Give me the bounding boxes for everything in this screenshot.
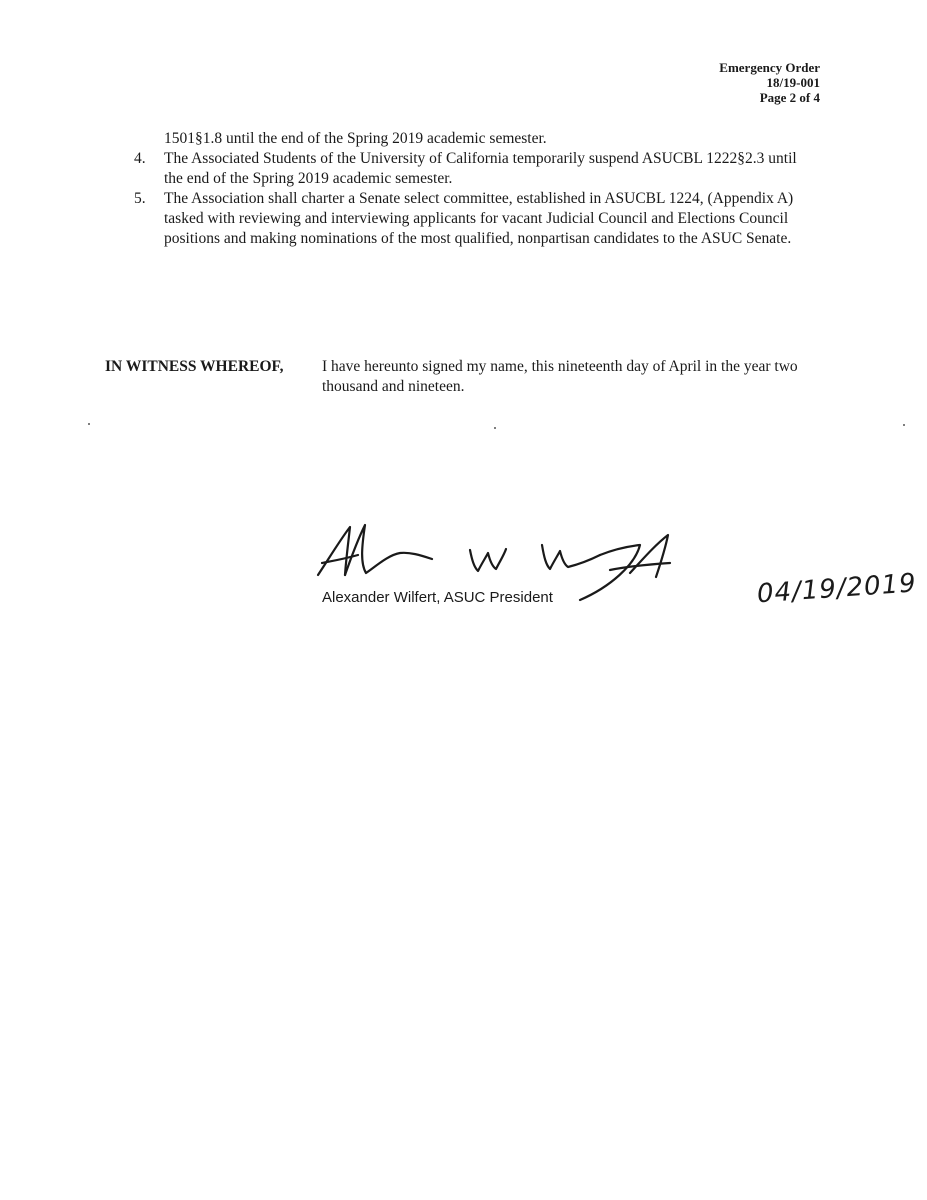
- order-body: [134, 129, 814, 249]
- list-item: [134, 189, 814, 249]
- handwritten-date: [755, 555, 927, 625]
- svg-text:04/19/2019: 04/19/2019: [756, 568, 918, 610]
- document-number: 18/19-001: [766, 75, 820, 90]
- list-item: [134, 149, 814, 189]
- item-number: 4.: [134, 150, 146, 167]
- item-number: 5.: [134, 190, 146, 207]
- witness-statement: I have hereunto signed my name, this nineteenth day of April in the year two thousand and nineteen.: [322, 358, 798, 395]
- scan-speck: [88, 423, 90, 425]
- continued-item-text: 1501§1.8 until the end of the Spring 2019 academic semester.: [164, 130, 547, 147]
- signer-name-title: Alexander Wilfert, ASUC President: [322, 589, 553, 606]
- witness-label: IN WITNESS WHEREOF,: [105, 358, 284, 375]
- document-type: Emergency Order: [719, 60, 820, 75]
- scan-speck: [903, 424, 905, 426]
- document-header: [719, 60, 820, 105]
- page-number: Page 2 of 4: [759, 90, 820, 105]
- item-text: The Association shall charter a Senate select committee, established in ASUCBL 1224, (Appendix A) tasked with reviewing and interviewing applicants for vacant Judicial Council and Elections Council positions and making nominations of the most qualified, nonpartisan candidates to the ASUC Senate.: [164, 190, 794, 247]
- item-text: The Associated Students of the University of California temporarily suspend ASUCBL 1222§2.3 until the end of the Spring 2019 academic semester.: [164, 150, 797, 187]
- scan-speck: [494, 427, 496, 429]
